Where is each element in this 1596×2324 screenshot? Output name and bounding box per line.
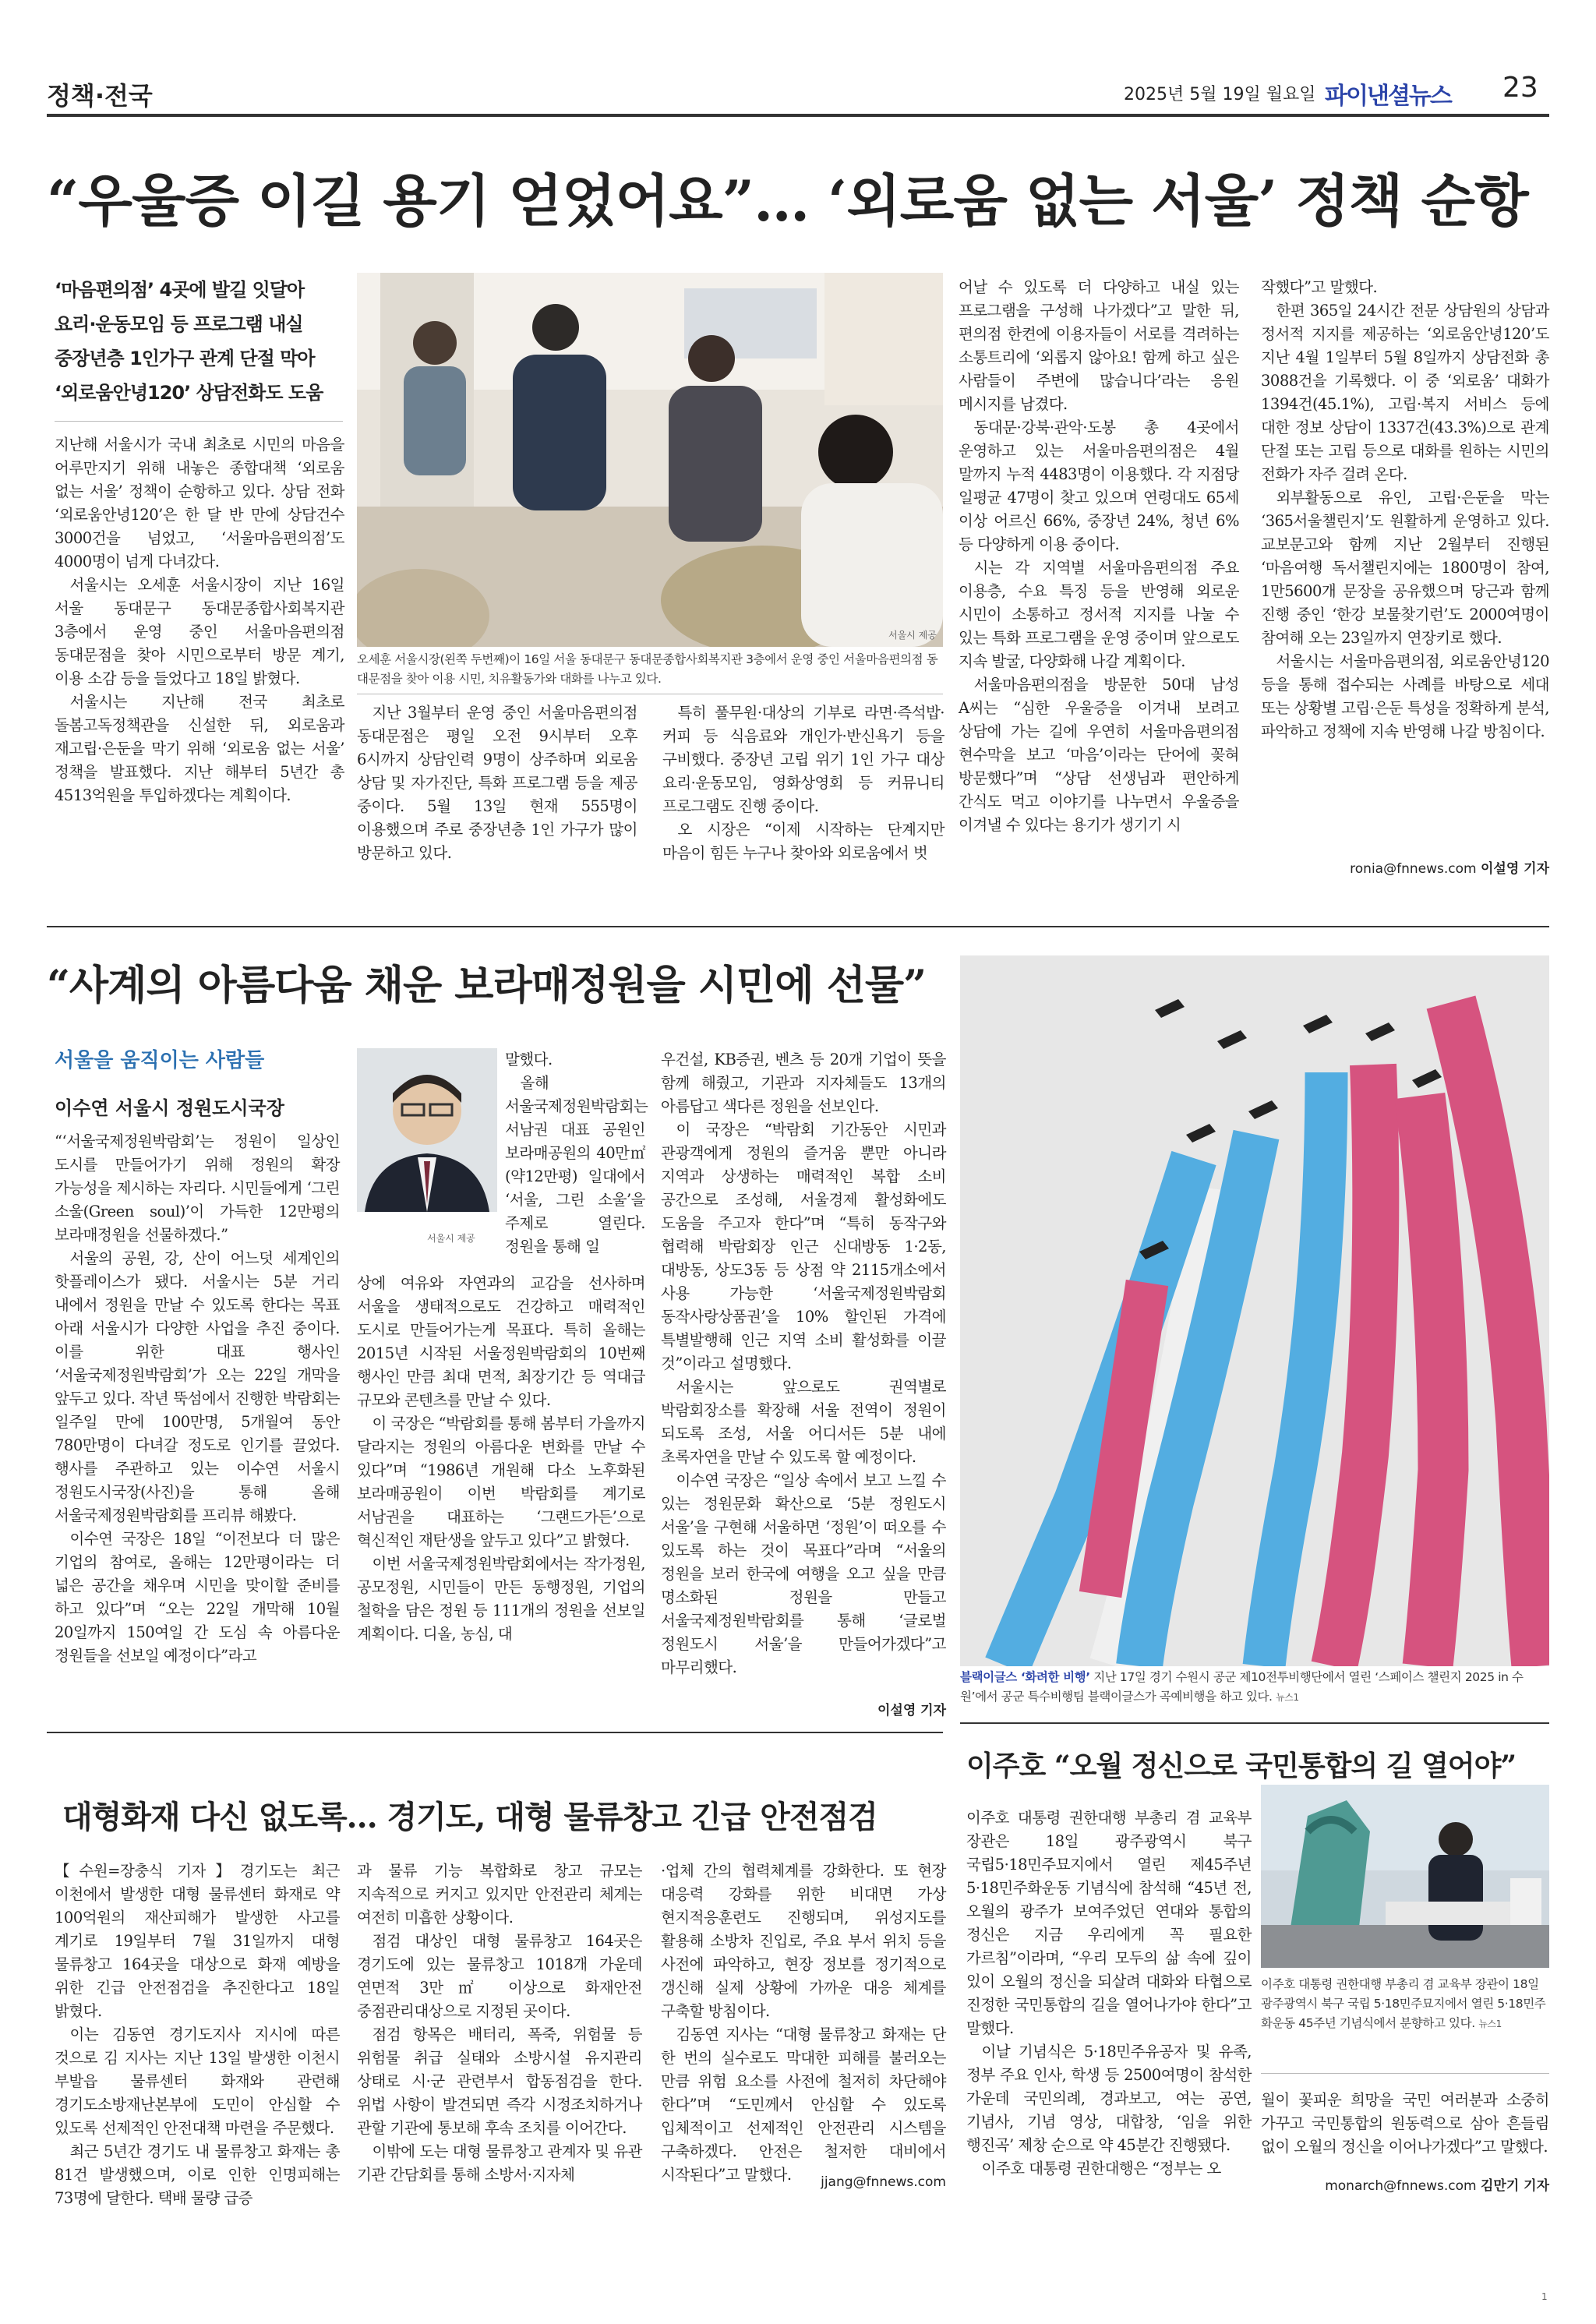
paragraph: 서울의 공원, 강, 산이 어느덧 세계인의 핫플레이스가 됐다. 서울시는 5분 거리 내에서 정원을 만날 수 있도록 한다는 목표 아래 서울시가 다양한 사업을 추진 중이다. 이를 위한 대표 행사인 ‘서울국제정원박람회’가 오는 22일 개막을 앞두고 있다. 작년 뚝섬에서 진행한 박람회는 일주일 만에 100만명, 5개월여 동안 780만명이 다녀갈 정도로 인기를 끌었다. 행사를 주관하고 있는 이수연 서울시 정원도시국장(사진)을 통해 올해 서울국제정원박람회를 프리뷰 해봤다. xyxy=(55,1249,340,1524)
story2-column-2-top xyxy=(505,1048,648,1259)
paragraph: 점검 항목은 배터리, 폭죽, 위험물 등 위험물 취급 실태와 소방시설 유지관리 상태로 시·군 관련부서 합동점검을 한다. 위법 사항이 발견되면 즉각 시정조치하거나 관할 기관에 통보해 후속 조치를 이어간다. xyxy=(357,2026,642,2137)
subhead-rule xyxy=(55,421,343,422)
story4-photo-credit: 뉴스1 xyxy=(1478,2018,1502,2029)
paper-logo: 파이낸셜뉴스 xyxy=(1325,83,1451,110)
paragraph: 이밖에 도는 대형 물류창고 관계자 및 유관 기관 간담회를 통해 소방서·지자체 xyxy=(357,2142,642,2184)
story4-caption xyxy=(1261,1975,1549,2034)
paragraph: 최근 5년간 경기도 내 물류창고 화재는 총 81건 발생했으며, 이로 인한 인명피해는 73명에 달한다. 택배 물량 급증 xyxy=(55,2142,340,2207)
story4-caption-text: 이주호 대통령 권한대행 부총리 겸 교육부 장관이 18일 광주광역시 북구 국립 5·18민주묘지에서 열린 5·18민주화운동 45주년 기념식에서 분향하고 있다. xyxy=(1261,1977,1546,2030)
paragraph: 【수원=장충식 기자】경기도는 최근 이천에서 발생한 대형 물류센터 화재로 약 100억원의 재산피해가 발생한 사고를 계기로 19일부터 7월 31일까지 대형 물류창고 164곳을 대상으로 화재 예방을 위한 긴급 안전점검을 추진한다고 18일 밝혔다. xyxy=(55,1862,340,2020)
page-number: 23 xyxy=(1502,72,1538,104)
story2-column-1 xyxy=(55,1130,340,1668)
story2-byline: 이설영 기자 xyxy=(877,1703,946,1718)
header-rule xyxy=(47,114,1549,117)
photo-credit: 서울시 제공 xyxy=(888,630,937,641)
story2-column-3 xyxy=(661,1048,946,1679)
story3-byline: jjang@fnnews.com xyxy=(821,2174,946,2190)
story1-subheads xyxy=(55,273,351,410)
jets-photo-credit: 뉴스1 xyxy=(1276,1692,1299,1703)
series-label: 서울을 움직이는 사람들 xyxy=(55,1049,265,1072)
paragraph: 특히 풀무원·대상의 기부로 라면·즉석밥·커피 등 식음료와 개인가·반신욕기 등을 구비했다. 중장년 고립 위기 1인 가구 대상 요리·운동모임, 영화상영회 등 커뮤니티 프로그램도 진행 중이다. xyxy=(662,704,945,815)
paragraph: 지난해 서울시가 국내 최초로 시민의 마음을 어루만지기 위해 내놓은 종합대책 ‘외로움 없는 서울’ 정책이 순항하고 있다. 상담 전화 ‘외로움안녕120’은 한 달 반 만에 상담건수 3000건을 넘었고, ‘서울마음편의점’도 4000명이 넘게 다녀갔다. xyxy=(55,436,344,570)
story1-headline: “우울증 이길 용기 얻었어요”… ‘외로움 없는 서울’ 정책 순항 xyxy=(47,168,1528,234)
story3-column-3 xyxy=(661,1860,946,2187)
subhead-line: ‘마음편의점’ 4곳에 발길 잇달아 xyxy=(55,279,305,301)
paragraph: 어날 수 있도록 더 다양하고 내실 있는 프로그램을 구성해 나가겠다”고 말한 뒤, 편의점 한켠에 이용자들이 서로를 격려하는 소통트리에 ‘외롭지 않아요! 함께 하고 싶은 사람들이 주변에 많습니다’라는 응원 메시지를 남겼다. xyxy=(959,278,1239,413)
paragraph: “‘서울국제정원박람회’는 정원이 일상인 도시를 만들어가기 위해 정원의 확장 가능성을 제시하는 자리다. 시민들에게 ‘그린 소울(Green soul)’이 가득한 12만평의 보라매정원을 선물하겠다.” xyxy=(55,1132,340,1244)
reporter-email: monarch@fnnews.com xyxy=(1325,2178,1477,2194)
reporter-name: 이설영 기자 xyxy=(1480,861,1549,877)
jets-photo xyxy=(960,955,1549,1666)
story4-byline xyxy=(1261,2174,1549,2194)
paragraph: 서울시는 서울마음편의점, 외로움안녕120 등을 통해 접수되는 사례를 바탕으로 세대 또는 상황별 고립·은둔 특성을 정확하게 분석, 파악하고 정책에 지속 반영해 나갈 방침이다. xyxy=(1261,652,1549,740)
paragraph: 월이 꽃피운 희망을 국민 여러분과 소중히 가꾸고 국민통합의 원동력으로 삼아 흔들림 없이 오월의 정신을 이어나가겠다”고 말했다. xyxy=(1261,2091,1549,2156)
story-divider xyxy=(47,1732,943,1733)
story3-headline: 대형화재 다신 없도록… 경기도, 대형 물류창고 긴급 안전점검 xyxy=(62,1799,877,1835)
story1-photo xyxy=(357,273,943,647)
paragraph: 상에 여유와 자연과의 교감을 선사하며 서울을 생태적으로도 건강하고 매력적인 도시로 만들어가는게 목표다. 특히 올해는 2015년 시작된 서울정원박람회의 10번째 행사인 만큼 최대 면적, 최장기간 등 역대급 규모와 콘텐츠를 만날 수 있다. xyxy=(357,1274,645,1409)
portrait-photo xyxy=(357,1048,497,1212)
subhead-line: ‘외로움안녕120’ 상담전화도 도움 xyxy=(55,382,323,404)
story4-column-2 xyxy=(1261,2089,1549,2159)
paragraph: 오 시장은 “이제 시작하는 단계지만 마음이 힘든 누구나 찾아와 외로움에서 벗 xyxy=(662,821,945,862)
footer-mark: 1 xyxy=(1541,2291,1548,2302)
story1-byline xyxy=(1261,857,1549,877)
paragraph: 점검 대상인 대형 물류창고 164곳은 경기도에 있는 물류창고 1018개 가운데 연면적 3만㎡ 이상으로 화재안전 중점관리대상으로 지정된 곳이다. xyxy=(357,1932,642,2020)
paragraph: 이날 기념식은 5·18민주유공자 및 유족, 정부 주요 인사, 학생 등 2500여명이 참석한 가운데 국민의례, 경과보고, 여는 공연, 기념사, 기념 영상, 대합창, ‘임을 위한 행진곡’ 제창 순으로 약 45분간 진행됐다. xyxy=(966,2043,1252,2154)
paragraph: 이수연 국장은 “일상 속에서 보고 느낄 수 있는 정원문화 확산으로 ‘5분 정원도시 서울’을 구현해 서울하면 ‘정원’이 떠오를 수 있도록 하는 것이 목표다”라며 “서울의 정원을 보러 한국에 여행을 오고 싶을 만큼 명소화된 정원을 만들고 서울국제정원박람회를 통해 ‘글로벌 정원도시 서울’을 만들어가겠다”고 마무리했다. xyxy=(661,1471,946,1676)
paragraph: 김동연 지사는 “대형 물류창고 화재는 단 한 번의 실수로도 막대한 피해를 불러오는 만큼 위험 요소를 사전에 철저히 차단해야 한다”며 “도민께서 안심할 수 있도록 입체적이고 선제적인 안전관리 시스템을 구축하겠다. 안전은 철저한 대비에서 시작된다”고 말했다. xyxy=(661,2026,946,2184)
story4-photo xyxy=(1261,1785,1549,1968)
jets-caption xyxy=(960,1668,1549,1708)
paragraph: 시는 각 지역별 서울마음편의점 주요 이용층, 수요 특징 등을 반영해 외로운 시민이 소통하고 정서적 지지를 나눌 수 있는 특화 프로그램을 운영 중이며 앞으로도 지속 발굴, 다양화해 나갈 계획이다. xyxy=(959,559,1239,670)
paragraph: 이 국장은 “박람회 기간동안 시민과 관광객에게 정원의 즐거움 뿐만 아니라 지역과 상생하는 매력적인 복합 소비 공간으로 조성해, 서울경제 활성화에도 도움을 주고자 한다”며 “특히 동작구와 협력해 박람회장 인근 신대방동 1·2동, 대방동, 상도3동 등 상점 약 2115개소에서 사용 가능한 ‘서울국제정원박람회 동작사랑상품권’을 10% 할인된 가격에 특별발행해 인근 지역 소비 활성화를 이끌 것”이라고 설명했다. xyxy=(661,1121,946,1372)
paragraph: 이수연 국장은 18일 “이전보다 더 많은 기업의 참여로, 올해는 12만평이라는 더 넓은 공간을 채우며 시민을 맞이할 준비를 하고 있다”며 “오는 22일 개막해 10월 20일까지 150여일 간 도심 속 아름다운 정원들을 선보일 예정이다”라고 xyxy=(55,1530,340,1665)
story3-column-2 xyxy=(357,1860,642,2187)
paragraph: 외부활동으로 유인, 고립·은둔을 막는 ‘365서울챌린지’도 원활하게 운영하고 있다. 교보문고와 함께 지난 2월부터 진행된 ‘마음여행 독서챌린지에는 1800명이 참여, 1만5600개 문장을 공유했으며 당근과 함께 진행 중인 ‘한강 보물찾기런’도 2000여명이 참여해 오는 23일까지 연장키로 했다. xyxy=(1261,489,1549,647)
story1-column-2 xyxy=(357,701,637,865)
story1-column-1 xyxy=(55,433,344,807)
paragraph: 서울시는 지난해 전국 최초로 돌봄고독정책관을 신설한 뒤, 외로움과 재고립·은둔을 막기 위해 ‘외로움 없는 서울’ 정책을 발표했다. 지난 해부터 5년간 총 4513억원을 투입하겠다는 계획이다. xyxy=(55,693,344,804)
subhead-line: 요리·운동모임 등 프로그램 내실 xyxy=(55,313,303,335)
story1-column-3 xyxy=(662,701,945,865)
paragraph: 서울시는 오세훈 서울시장이 지난 16일 서울 동대문구 동대문종합사회복지관 3층에서 운영 중인 서울마음편의점 동대문점을 찾아 시민으로부터 방문 계기, 이용 소감 등을 들었다고 18일 밝혔다. xyxy=(55,576,344,687)
story1-column-4 xyxy=(959,276,1239,837)
paragraph: 동대문·강북·관악·도봉 총 4곳에서 운영하고 있는 서울마음편의점은 4월 말까지 누적 4483명이 이용했다. 각 지점당 일평균 47명이 찾고 있으며 연령대도 65세 이상 어르신 66%, 중장년 24%, 청년 6% 등 다양하게 이용 중이다. xyxy=(959,419,1239,553)
story-divider xyxy=(960,1722,1549,1724)
story1-caption: 오세훈 서울시장(왼쪽 두번째)이 16일 서울 동대문구 동대문종합사회복지관 3층에서 운영 중인 서울마음편의점 동대문점을 찾아 이용 시민, 치유활동가와 대화를 나누고 있다. xyxy=(357,652,938,686)
paragraph: 서울시는 앞으로도 권역별로 박람회장소를 확장해 서울 전역이 정원이 되도록 조성, 서울 어디서든 5분 내에 초록자연을 만날 수 있도록 할 예정이다. xyxy=(661,1378,946,1466)
jets-caption-text: 지난 17일 경기 수원시 공군 제10전투비행단에서 열린 ‘스페이스 챌린지 2025 in 수원’에서 공군 특수비행팀 블랙이글스가 곡예비행을 하고 있다. xyxy=(960,1670,1524,1704)
section-label: 정책·전국 xyxy=(47,81,153,111)
paragraph: 이번 서울국제정원박람회에서는 작가정원, 공모정원, 시민들이 만든 동행정원, 기업의 철학을 담은 정원 등 111개의 정원을 선보일 계획이다. 디올, 농심, 대 xyxy=(357,1555,645,1643)
paragraph: 이주호 대통령 권한대행은 “정부는 오 xyxy=(981,2160,1221,2177)
paragraph: 이는 김동연 경기도지사 지시에 따른 것으로 김 지사는 지난 13일 발생한 이천시 부발읍 물류센터 화재와 관련해 경기도소방재난본부에 도민이 안심할 수 있도록 선제적인 안전대책 마련을 주문했다. xyxy=(55,2026,340,2137)
reporter-email: ronia@fnnews.com xyxy=(1350,861,1477,877)
story2-column-2 xyxy=(357,1272,645,1646)
story1-column-5 xyxy=(1261,276,1549,743)
paragraph: 올해 서울국제정원박람회는 서남권 대표 공원인 보라매공원의 40만㎡(약12만평) 일대에서 ‘서울, 그린 소울’을 주제로 열린다. 정원을 통해 일 xyxy=(505,1074,648,1256)
paragraph: 이주호 대통령 권한대행 부총리 겸 교육부 장관은 18일 광주광역시 북구 국립5·18민주묘지에서 열린 제45주년 5·18민주화운동 기념식에 참석해 “45년 전, 오월의 광주가 보여주었던 연대와 통합의 정신은 지금 우리에게 꼭 필요한 가르침”이라며, “우리 모두의 삶 속에 깊이 있이 오월의 정신을 되살려 대화와 타협으로 진정한 국민통합의 길을 열어나가야 한다”고 말했다. xyxy=(966,1809,1252,2037)
story4-column-1 xyxy=(966,1807,1252,2181)
paragraph: 작했다”고 말했다. xyxy=(1261,278,1378,296)
paragraph: 지난 3월부터 운영 중인 서울마음편의점 동대문점은 평일 오전 9시부터 오후 6시까지 상담인력 9명이 상주하며 외로움 상담 및 자가진단, 특화 프로그램 등을 제공 중이다. 5월 13일 현재 555명이 이용했으며 주로 중장년층 1인 가구가 많이 방문하고 있다. xyxy=(357,704,637,862)
jets-caption-title: 블랙이글스 ‘화려한 비행’ xyxy=(960,1670,1090,1684)
paragraph: 한편 365일 24시간 전문 상담원의 상담과 정서적 지지를 제공하는 ‘외로움안녕120’도 지난 4월 1일부터 5월 8일까지 상담전화 총 3088건을 기록했다. 이 중 ‘외로움’ 대화가 1394건(45.1%), 고립·복지 서비스 등에 대한 정보 상담이 1337건(43.3%)으로 관계 단절 또는 고립 등으로 대화를 원하는 시민의 전화가 자주 걸려 온다. xyxy=(1261,302,1549,483)
reporter-name: 김만기 기자 xyxy=(1480,2178,1549,2194)
story-divider xyxy=(47,926,1549,927)
paragraph: 말했다. xyxy=(505,1051,553,1068)
subhead-line: 중장년층 1인가구 관계 단절 막아 xyxy=(55,348,315,369)
issue-date: 2025년 5월 19일 월요일 xyxy=(1124,85,1316,104)
story3-column-1 xyxy=(55,1860,340,2210)
paragraph: 이 국장은 “박람회를 통해 봄부터 가을까지 달라지는 정원의 아름다운 변화를 만날 수 있다”며 “1986년 개원해 다소 노후화된 보라매공원이 이번 박람회를 계기로 서남권을 대표하는 ‘그랜드가든’으로 혁신적인 재탄생을 앞두고 있다”고 밝혔다. xyxy=(357,1415,645,1549)
story2-headline: “사계의 아름다움 채운 보라매정원을 시민에 선물” xyxy=(47,962,926,1009)
paragraph: 과 물류 기능 복합화로 창고 규모는 지속적으로 커지고 있지만 안전관리 체계는 여전히 미흡한 상황이다. xyxy=(357,1862,642,1927)
paragraph: 서울마음편의점을 방문한 50대 남성 A씨는 “심한 우울증을 이겨내 보려고 상담에 가는 길에 우연히 서울마음편의점 현수막을 보고 ‘마음’이라는 단어에 꽂혀 방문했다”며 “상담 선생님과 편안하게 간식도 먹고 이야기를 나누면서 우울증을 이겨낼 수 있다는 용기가 생기기 시 xyxy=(959,676,1239,834)
caption-rule xyxy=(1261,2073,1549,2074)
paragraph: 우건설, KB증권, 벤츠 등 20개 기업이 뜻을 함께 해줬고, 기관과 지자체들도 13개의 아름답고 색다른 정원을 선보인다. xyxy=(661,1051,946,1115)
portrait-credit: 서울시 제공 xyxy=(427,1233,475,1244)
story4-headline: 이주호 “오월 정신으로 국민통합의 길 열어야” xyxy=(966,1750,1517,1782)
interviewee-name: 이수연 서울시 정원도시국장 xyxy=(55,1097,284,1119)
paragraph: ·업체 간의 협력체계를 강화한다. 또 현장 대응력 강화를 위한 비대면 가상 현지적응훈련도 진행되며, 위성지도를 활용해 소방차 진입로, 주요 부서 위치 등을 사전에 파악하고, 현장 정보를 정기적으로 갱신해 실제 상황에 가까운 대응 체계를 구축할 방침이다. xyxy=(661,1862,946,2020)
